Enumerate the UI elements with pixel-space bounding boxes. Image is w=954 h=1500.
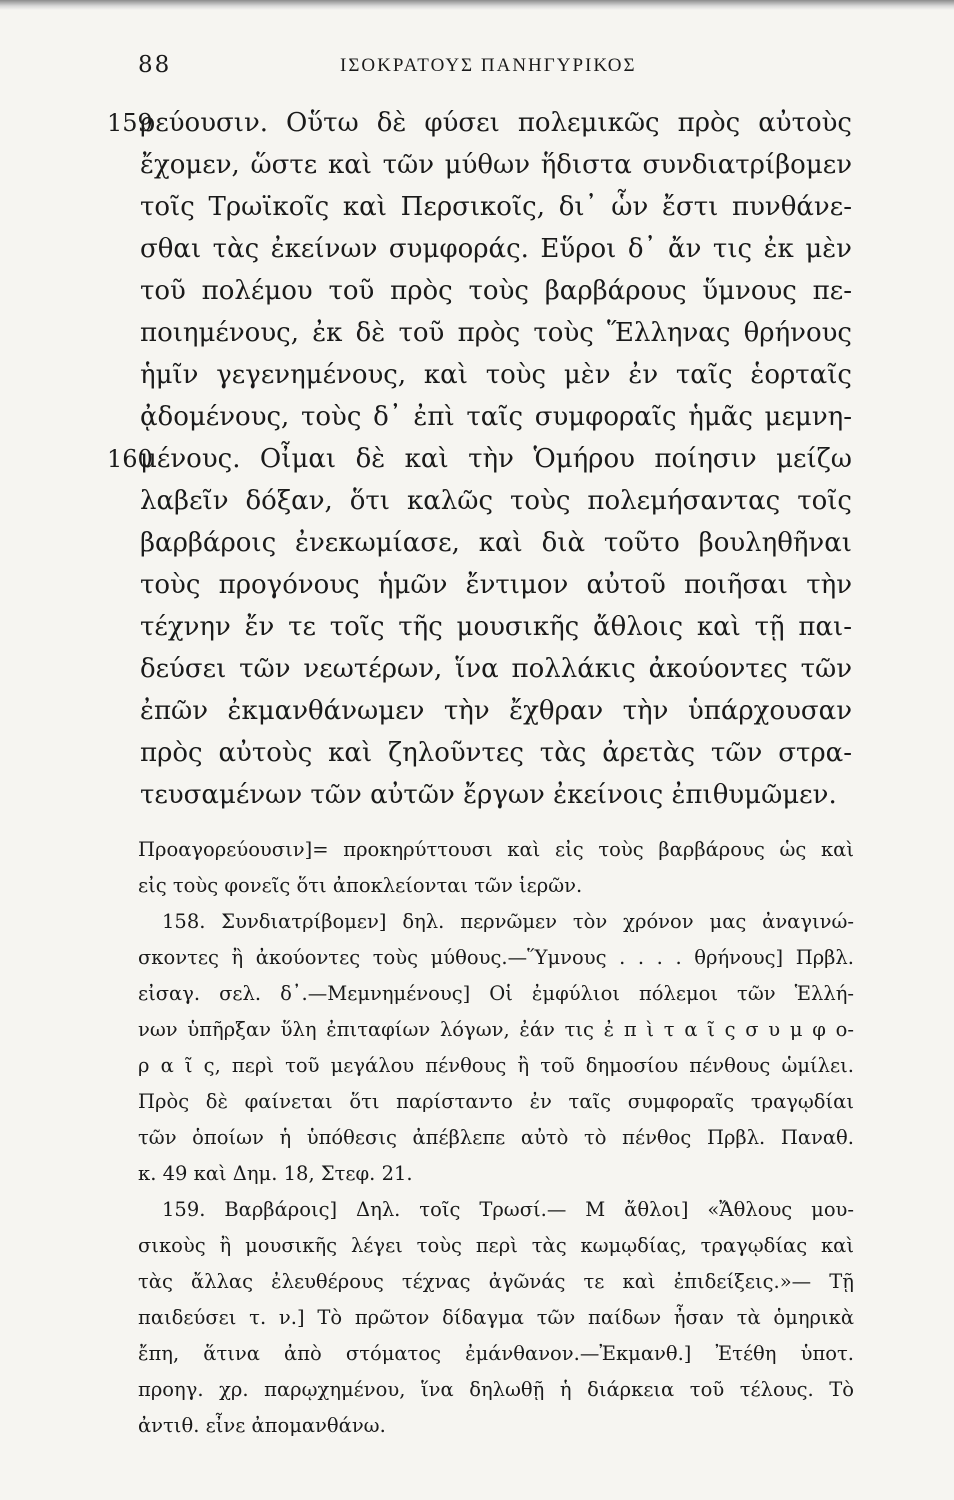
running-title: ΙΣΟΚΡΑΤΟΥΣ ΠΑΝΗΓΥΡΙΚΟΣ (340, 55, 637, 76)
text-line: βαρβάροις ἐνεκωμίασε, καὶ διὰ τοῦτο βουληθῆναι (140, 528, 852, 558)
text-line: τέχνην ἔν τε τοῖς τῆς μουσικῆς ἄθλοις καὶ τῇ παι- (140, 612, 852, 642)
note-line: 159. Βαρβάροις] Δηλ. τοῖς Τρωσί.— Μ ἄθλοι] «Ἄθλους μου- (162, 1198, 854, 1221)
note-line: νων ὑπῆρξαν ὕλη ἐπιταφίων λόγων, ἐάν τις ἐ π ὶ τ α ῖ ς σ υ μ φ ο- (138, 1018, 854, 1041)
note-line: ἀντιθ. εἶνε ἀπομανθάνω. (138, 1414, 386, 1437)
note-line: τῶν ὁποίων ἡ ὑπόθεσις ἀπέβλεπε αὐτὸ τὸ πένθος Πρβλ. Παναθ. (138, 1126, 854, 1149)
note-line: παιδεύσει τ. ν.] Τὸ πρῶτον δίδαγμα τῶν παίδων ἦσαν τὰ ὁμηρικὰ (138, 1306, 854, 1329)
text-line: πρὸς αὐτοὺς καὶ ζηλοῦντες τὰς ἀρετὰς τῶν στρα- (140, 738, 852, 768)
note-line: 158. Συνδιατρίβομεν] δηλ. περνῶμεν τὸν χρόνον μας ἀναγινώ- (162, 910, 854, 933)
section-number-159: 159 (107, 109, 153, 137)
text-line: ᾀδομένους, τοὺς δ᾽ ἐπὶ ταῖς συμφοραῖς ἡμᾶς μεμνη- (140, 402, 852, 432)
note-line: Προαγορεύουσιν]= προκηρύττουσι καὶ εἰς τοὺς βαρβάρους ὡς καὶ (138, 838, 854, 861)
note-line: τὰς ἄλλας ἐλευθέρους τέχνας ἀγῶνάς τε καὶ ἐπιδείξεις.»— Τῇ (138, 1270, 854, 1293)
text-line: ἐπῶν ἐκμανθάνωμεν τὴν ἔχθραν τὴν ὑπάρχουσαν (140, 696, 852, 726)
text-line: ποιημένους, ἐκ δὲ τοῦ πρὸς τοὺς Ἕλληνας θρήνους (140, 318, 852, 348)
text-line: τοῖς Τρωϊκοῖς καὶ Περσικοῖς, δι᾽ ὧν ἔστι πυνθάνε- (140, 192, 852, 222)
note-line: Πρὸς δὲ φαίνεται ὅτι παρίσταντο ἐν ταῖς συμφοραῖς τραγῳδίαι (138, 1090, 854, 1113)
running-head (0, 52, 954, 92)
note-line: κ. 49 καὶ Δημ. 18, Στεφ. 21. (138, 1162, 413, 1185)
text-line: τοῦ πολέμου τοῦ πρὸς τοὺς βαρβάρους ὕμνους πε- (140, 276, 852, 306)
text-line: σθαι τὰς ἐκείνων συμφοράς. Εὕροι δ᾽ ἄν τις ἐκ μὲν (140, 234, 852, 264)
note-line: σικοὺς ἢ μουσικῆς λέγει τοὺς περὶ τὰς κωμῳδίας, τραγῳδίας καὶ (138, 1234, 854, 1257)
note-line: ρ α ῖ ς, περὶ τοῦ μεγάλου πένθους ἢ τοῦ δημοσίου πένθους ὡμίλει. (138, 1054, 854, 1077)
text-line: δεύσει τῶν νεωτέρων, ἵνα πολλάκις ἀκούοντες τῶν (140, 654, 852, 684)
note-line: σκοντες ἢ ἀκούοντες τοὺς μύθους.—Ὕμνους . . . . θρήνους] Πρβλ. (138, 946, 854, 969)
text-line: τευσαμένων τῶν αὐτῶν ἔργων ἐκείνοις ἐπιθυμῶμεν. (140, 780, 837, 810)
text-line: μένους. Οἶμαι δὲ καὶ τὴν Ὁμήρου ποίησιν μείζω (140, 444, 852, 474)
text-line: ρεύουσιν. Οὕτω δὲ φύσει πολεμικῶς πρὸς αὐτοὺς (140, 108, 852, 138)
text-line: τοὺς προγόνους ἡμῶν ἔντιμον αὐτοῦ ποιῆσαι τὴν (140, 570, 852, 600)
page-number: 88 (138, 52, 172, 78)
text-line: λαβεῖν δόξαν, ὅτι καλῶς τοὺς πολεμήσαντας τοῖς (140, 486, 852, 516)
note-line: εἰσαγ. σελ. δ᾽.—Μεμνημένους] Οἱ ἐμφύλιοι πόλεμοι τῶν Ἑλλή- (138, 982, 854, 1005)
page-top-edge (0, 0, 954, 10)
note-line: εἰς τοὺς φονεῖς ὅτι ἀποκλείονται τῶν ἱερῶν. (138, 874, 583, 897)
note-line: ἔπη, ἅτινα ἀπὸ στόματος ἐμάνθανον.—Ἐκμανθ.] Ἐτέθη ὑποτ. (138, 1342, 854, 1365)
section-number-160: 160 (107, 445, 153, 473)
text-line: ἡμῖν γεγενημένους, καὶ τοὺς μὲν ἐν ταῖς ἑορταῖς (140, 360, 852, 390)
text-line: ἔχομεν, ὥστε καὶ τῶν μύθων ἥδιστα συνδιατρίβομεν (140, 150, 852, 180)
note-line: προηγ. χρ. παρῳχημένου, ἵνα δηλωθῇ ἡ διάρκεια τοῦ τέλους. Τὸ (138, 1378, 854, 1401)
